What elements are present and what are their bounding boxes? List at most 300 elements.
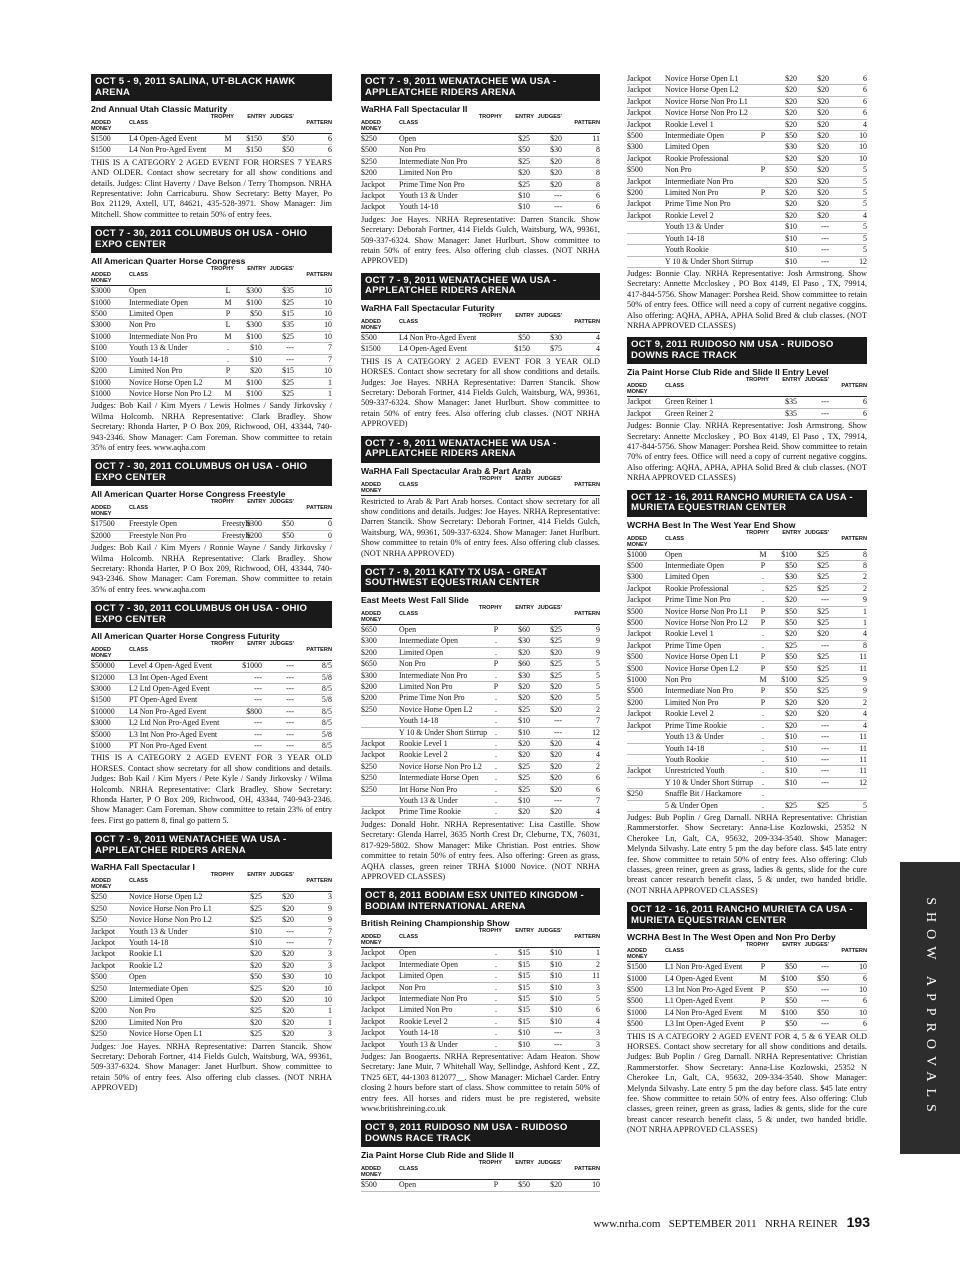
pattern: 6	[863, 397, 867, 407]
event-block	[627, 74, 867, 331]
class-name: L3 Int Non Pro-Aged Event	[129, 729, 218, 739]
class-row	[361, 971, 600, 982]
class-row	[361, 1005, 600, 1016]
trophy-fee: ---	[254, 729, 262, 739]
entry-fee: ---	[554, 716, 562, 726]
approval-code	[757, 120, 769, 130]
trophy-fee: $25	[250, 1029, 262, 1039]
entry-fee: $25	[282, 297, 294, 307]
trophy-fee-header	[474, 476, 502, 494]
pattern: 8	[596, 156, 600, 166]
class-row	[627, 732, 867, 743]
entry-fee: $25	[282, 377, 294, 387]
added-money: $500	[627, 561, 643, 570]
pattern: 12	[859, 777, 867, 787]
class-name: Prime Time Non Pro	[399, 179, 465, 189]
event-header: OCT 7 - 30, 2011 COLUMBUS OH USA - OHIO EXPO CENTER	[91, 226, 332, 253]
approval-code: P	[493, 682, 499, 691]
added-money	[627, 744, 665, 754]
class-name: Youth 13 & Under	[665, 222, 724, 232]
pattern: 6	[863, 973, 867, 983]
trophy-fee: $100	[246, 297, 262, 307]
class-header: CLASS	[129, 272, 148, 279]
class-name: Rookie Level 1	[665, 629, 714, 639]
approval-code	[222, 1018, 234, 1028]
added-money: $3000	[91, 320, 111, 330]
event-header: OCT 7 - 9, 2011 WENATACHEE WA USA - APPLEATCHEE RIDERS ARENA	[91, 832, 332, 859]
class-header: CLASS	[665, 535, 684, 542]
pattern: 2	[863, 583, 867, 593]
code-header	[194, 641, 206, 659]
pattern: 11	[859, 754, 867, 764]
entry-fee: $20	[817, 96, 829, 106]
judges-label: JUDGES'	[269, 641, 294, 648]
added-money: $3000	[91, 684, 111, 693]
class-name: PT Non Pro-Aged Event	[129, 741, 207, 751]
entry-fee: $20	[817, 709, 829, 719]
pattern: 4	[596, 1016, 600, 1026]
judges-label: JUDGES'	[269, 266, 294, 273]
class-name: Youth 14-18	[665, 743, 705, 753]
trophy-fee: $10	[785, 233, 797, 243]
class-row	[627, 584, 867, 595]
trophy-label: TROPHY	[210, 266, 234, 273]
approval-code: M	[759, 1007, 767, 1017]
pattern: 6	[328, 134, 332, 143]
class-name: Open	[399, 948, 417, 958]
added-label: ADDED	[91, 272, 111, 279]
event-name: WaRHA Fall Spectacular I	[91, 862, 195, 873]
added-money-header	[361, 928, 399, 946]
added-money: $1000	[91, 741, 111, 751]
trophy-label: TROPHY	[210, 641, 234, 648]
class-row	[91, 961, 332, 972]
added-money-header	[361, 114, 399, 132]
trophy-fee: $150	[246, 134, 262, 143]
approval-code: .	[495, 636, 497, 646]
class-row	[361, 191, 600, 202]
event-block	[361, 74, 600, 267]
entry-fee: $10	[550, 959, 562, 969]
approval-code: .	[495, 693, 497, 703]
class-name: Intermediate Non Pro	[665, 686, 734, 696]
added-money: $250	[91, 1029, 107, 1039]
added-money-header	[91, 114, 129, 132]
pattern: 11	[859, 766, 867, 776]
entry-fee: $20	[550, 1180, 562, 1190]
added-label: ADDED	[361, 120, 381, 126]
approval-code: P	[760, 131, 766, 141]
approval-code	[222, 1029, 234, 1039]
event-header: OCT 9, 2011 RUIDOSO NM USA - RUIDOSO DOWNS RACE TRACK	[361, 1120, 600, 1147]
added-money: $500	[627, 606, 643, 616]
money-label: MONEY	[361, 616, 382, 623]
class-row	[361, 1180, 600, 1191]
entry-fee-header	[769, 530, 801, 548]
class-row	[627, 801, 867, 812]
trophy-fee: $20	[785, 720, 797, 730]
trophy-fee: $25	[250, 892, 262, 902]
entry-fee: $20	[817, 199, 829, 209]
class-row	[627, 257, 867, 268]
entry-fee-header	[769, 942, 801, 960]
entry-fee: $20	[817, 142, 829, 152]
entry-label: ENTRY	[515, 475, 534, 482]
trophy-fee: $10	[785, 256, 797, 266]
event-block	[361, 1120, 600, 1191]
class-header: CLASS	[399, 481, 418, 488]
entry-fee-header	[234, 641, 266, 659]
entry-fee: $20	[550, 168, 562, 178]
event-block	[361, 565, 600, 882]
approval-code: .	[495, 750, 497, 760]
class-row	[627, 550, 867, 561]
class-name: L4 Non Pro-Aged Event	[129, 706, 207, 716]
trophy-label: TROPHY	[745, 942, 769, 949]
money-label: MONEY	[627, 389, 648, 396]
event-name: WaRHA Fall Spectacular Arab & Part Arab	[361, 465, 532, 476]
class-row	[627, 561, 867, 572]
added-money: $250	[361, 784, 377, 794]
entry-fee: ---	[554, 727, 562, 737]
class-row	[627, 108, 867, 119]
entry-fee: ---	[821, 720, 829, 730]
judges-label: JUDGES'	[269, 114, 294, 120]
class-row	[91, 378, 332, 389]
trophy-fee: $50	[250, 309, 262, 319]
added-money: Jackpot	[627, 74, 652, 83]
approval-code	[222, 684, 234, 694]
approval-code: P	[493, 624, 499, 634]
entry-fee-header	[769, 377, 801, 395]
code-header	[462, 1160, 474, 1178]
entry-fee-header	[502, 928, 534, 946]
class-row	[627, 595, 867, 606]
added-money	[627, 778, 665, 788]
entry-fee: $20	[282, 983, 294, 993]
approval-code: .	[495, 807, 497, 817]
entry-fee: $20	[817, 74, 829, 83]
added-label: ADDED	[361, 481, 381, 488]
entry-label: ENTRY	[782, 529, 801, 536]
trophy-fee: $50	[785, 165, 797, 175]
entry-fee: ---	[286, 661, 294, 671]
money-label: MONEY	[361, 324, 382, 331]
added-money: Jackpot	[361, 959, 386, 969]
added-money: Jackpot	[627, 199, 652, 209]
trophy-fee: $20	[518, 739, 530, 749]
class-row	[627, 686, 867, 697]
entry-fee: $10	[550, 948, 562, 958]
pattern-header: PATTERN	[306, 120, 332, 126]
judges-fee-header	[534, 476, 562, 494]
class-name: Open	[399, 1180, 417, 1190]
entry-fee-header	[502, 114, 534, 132]
approval-code: P	[760, 618, 766, 628]
class-row	[91, 972, 332, 983]
class-name: Unrestricted Youth	[665, 766, 725, 776]
trophy-fee: $25	[250, 1006, 262, 1016]
approval-code: .	[495, 948, 497, 958]
class-name: Intermediate Non Pro	[665, 176, 734, 186]
entry-fee	[797, 789, 829, 799]
added-label: ADDED	[91, 505, 111, 512]
entry-fee: $10	[550, 993, 562, 1003]
trophy-fee: $20	[785, 108, 797, 118]
class-header: CLASS	[399, 318, 418, 325]
added-money: Jackpot	[627, 153, 652, 163]
class-name: Freestyle Non Pro	[129, 530, 187, 540]
class-row	[627, 409, 867, 420]
pattern: 5	[863, 176, 867, 186]
added-label: ADDED	[91, 647, 111, 654]
event-notes: Judges: Bonnie Clay. NRHA Representative: Josh Armstrong. Show Secretary: Annette Mccloskey , PO Box 4149, El Paso , TX, 79914, 417-844-5756. Show Manager: Porshea Reid. Show committee to retain 70% of entry fees. Office will need a copy of current negative coggins. Also offering: AQHA, APHA, APHA Solid Bred & club classes. (NOT NRHA APPROVED CLASSES)	[627, 421, 867, 483]
added-money: $250	[361, 761, 377, 771]
trophy-fee: $20	[518, 750, 530, 760]
class-name: Open	[399, 134, 417, 143]
pattern: 4	[863, 210, 867, 220]
approval-code	[222, 938, 234, 948]
pattern: 10	[859, 1007, 867, 1017]
entry-fee: ---	[821, 408, 829, 418]
pattern: 0	[328, 519, 332, 529]
pattern: 9	[596, 647, 600, 657]
entry-label: ENTRY	[782, 942, 801, 949]
class-name: Non Pro	[399, 659, 426, 669]
event-block	[91, 226, 332, 453]
class-name: Limited Non Pro	[399, 682, 453, 691]
trophy-fee: $20	[250, 994, 262, 1004]
class-name: Rookie L2	[129, 960, 163, 970]
added-money: Jackpot	[627, 766, 652, 776]
approval-code	[222, 904, 234, 914]
class-header: CLASS	[665, 948, 684, 955]
trophy-label: TROPHY	[210, 872, 234, 879]
class-name: Y 10 & Under Short Stirrup	[665, 256, 754, 266]
trophy-fee: $20	[785, 119, 797, 129]
class-row	[91, 938, 332, 949]
event-name: WaRHA Fall Spectacular II	[361, 104, 468, 114]
entry-fee: $20	[282, 994, 294, 1004]
entry-fee: $20	[550, 179, 562, 189]
approval-code	[757, 142, 769, 152]
trophy-fee: $20	[518, 682, 530, 691]
class-name: Youth 14-18	[129, 354, 169, 364]
class-name: Limited Open	[665, 572, 710, 582]
pattern: 5	[863, 199, 867, 209]
class-name: Intermediate Non Pro	[399, 670, 468, 680]
approval-code: L	[225, 320, 231, 330]
added-money: Jackpot	[91, 937, 116, 947]
trophy-fee: $1000	[242, 661, 262, 671]
pattern: 8	[863, 561, 867, 570]
pattern: 5	[863, 233, 867, 243]
pattern: 7	[328, 354, 332, 364]
entry-fee: $20	[817, 119, 829, 129]
approval-code	[757, 177, 769, 187]
entry-fee: ---	[821, 985, 829, 994]
approval-code	[222, 972, 234, 982]
trophy-fee: $30	[785, 142, 797, 152]
code-header	[729, 377, 741, 395]
class-name: Prime Time Rookie	[665, 720, 727, 730]
entry-fee: ---	[286, 926, 294, 936]
entry-fee: ---	[554, 202, 562, 212]
event-name: All American Quarter Horse Congress Freestyle	[91, 489, 286, 500]
approval-code: .	[495, 959, 497, 969]
trophy-fee: ---	[254, 684, 262, 693]
added-money: $500	[627, 663, 643, 673]
approval-code: M	[759, 973, 767, 983]
added-money: $250	[91, 983, 107, 993]
pattern: 5	[596, 670, 600, 680]
entry-fee: $30	[550, 332, 562, 342]
pattern: 7	[596, 796, 600, 806]
class-row	[91, 661, 332, 672]
added-money: Jackpot	[91, 926, 116, 936]
added-money: $250	[627, 789, 643, 799]
trophy-fee: $20	[250, 960, 262, 970]
entry-label: ENTRY	[247, 641, 266, 648]
added-money: $300	[361, 670, 377, 680]
approval-code	[490, 157, 502, 167]
judges-label: JUDGES'	[537, 475, 562, 482]
added-money: $1000	[91, 377, 111, 387]
pattern: 12	[592, 727, 600, 737]
trophy-label: TROPHY	[478, 1160, 502, 1167]
class-row	[361, 773, 600, 784]
trophy-fee: $25	[518, 134, 530, 143]
approval-code: .	[762, 754, 764, 764]
entry-fee: ---	[554, 1028, 562, 1038]
pattern: 1	[328, 388, 332, 398]
code-header	[462, 114, 474, 132]
class-row	[361, 1040, 600, 1051]
class-row	[91, 389, 332, 400]
trophy-fee: $10	[250, 354, 262, 364]
pattern: 10	[324, 972, 332, 982]
pattern: 7	[328, 937, 332, 947]
class-row	[627, 85, 867, 96]
added-money	[627, 234, 665, 244]
class-name: Youth Rookie	[665, 754, 709, 764]
entry-fee: $20	[282, 892, 294, 902]
event-header: OCT 5 - 9, 2011 SALINA, UT-BLACK HAWK ARENA	[91, 74, 332, 101]
approval-code: .	[495, 1028, 497, 1038]
entry-fee: ---	[821, 962, 829, 972]
class-row	[627, 572, 867, 583]
entry-fee-header	[234, 872, 266, 890]
class-row	[361, 762, 600, 773]
approval-code	[757, 154, 769, 164]
class-name: Limited Non Pro	[129, 1017, 183, 1027]
pattern: 6	[863, 1019, 867, 1029]
trophy-fee: $25	[250, 903, 262, 913]
class-name: Rookie Professional	[665, 153, 729, 163]
entry-fee: ---	[821, 1019, 829, 1029]
class-name: Novice Horse Non Pro L2	[129, 388, 212, 398]
entry-fee: ---	[821, 766, 829, 776]
trophy-fee: $50	[785, 985, 797, 994]
class-row	[91, 741, 332, 752]
pattern: 5	[863, 245, 867, 255]
pattern: 1	[863, 606, 867, 616]
added-money: $500	[627, 165, 643, 175]
approval-code	[757, 222, 769, 232]
entry-fee: ---	[821, 996, 829, 1006]
approval-code: P	[760, 697, 766, 707]
pattern: 12	[859, 256, 867, 266]
class-row	[627, 778, 867, 789]
added-money: Jackpot	[627, 583, 652, 593]
approval-code	[490, 202, 502, 212]
entry-label: ENTRY	[247, 872, 266, 879]
added-money: $200	[627, 697, 643, 707]
pattern: 5	[863, 800, 867, 810]
trophy-fee	[769, 789, 797, 799]
trophy-label: TROPHY	[478, 312, 502, 319]
approval-code: .	[762, 595, 764, 605]
money-label: MONEY	[91, 511, 112, 518]
pattern: 11	[859, 652, 867, 662]
approval-code: .	[495, 1039, 497, 1049]
class-row	[627, 962, 867, 973]
added-money: $650	[361, 624, 377, 634]
pattern: 9	[596, 624, 600, 634]
approval-code	[757, 409, 769, 419]
trophy-label: TROPHY	[210, 499, 234, 506]
added-money-header	[361, 1160, 399, 1178]
pattern: 10	[324, 286, 332, 296]
class-row	[627, 985, 867, 996]
class-name: Intermediate Horse Open	[399, 773, 479, 783]
entry-fee: $25	[550, 670, 562, 680]
pattern: 5/8	[321, 729, 332, 739]
added-money: $500	[361, 1180, 377, 1190]
pattern-header: PATTERN	[306, 505, 332, 512]
trophy-fee: $30	[518, 636, 530, 646]
approval-code: .	[762, 789, 764, 799]
class-row	[91, 343, 332, 354]
class-name: Level 4 Open-Aged Event	[129, 661, 213, 671]
event-name: WCRHA Best In The West Year End Show	[627, 519, 796, 530]
pattern: 5	[863, 222, 867, 232]
added-money: Jackpot	[361, 1016, 386, 1026]
added-money: $250	[361, 156, 377, 166]
class-row	[91, 904, 332, 915]
class-row	[627, 698, 867, 709]
trophy-fee: $50	[785, 561, 797, 570]
class-name: Open	[129, 286, 147, 296]
added-money: $500	[361, 145, 377, 155]
class-name: L3 Int Non Pro-Aged Event	[665, 985, 754, 994]
class-name: Y 10 & Under Short Stirrup	[399, 727, 488, 737]
trophy-fee: $20	[785, 188, 797, 198]
entry-fee: $20	[550, 156, 562, 166]
class-row	[91, 332, 332, 343]
trophy-label: TROPHY	[478, 114, 502, 120]
class-row	[361, 157, 600, 168]
class-row	[91, 1029, 332, 1040]
class-name: Non Pro	[399, 982, 426, 992]
event-header: OCT 7 - 9, 2011 KATY TX USA - GREAT SOUTHWEST EQUESTRIAN CENTER	[361, 565, 600, 592]
trophy-fee: $300	[246, 519, 262, 529]
trophy-fee-header	[206, 266, 234, 284]
added-money: $1000	[627, 675, 647, 685]
entry-fee: $20	[550, 682, 562, 691]
trophy-fee: $100	[246, 331, 262, 341]
entry-fee: $20	[817, 629, 829, 639]
